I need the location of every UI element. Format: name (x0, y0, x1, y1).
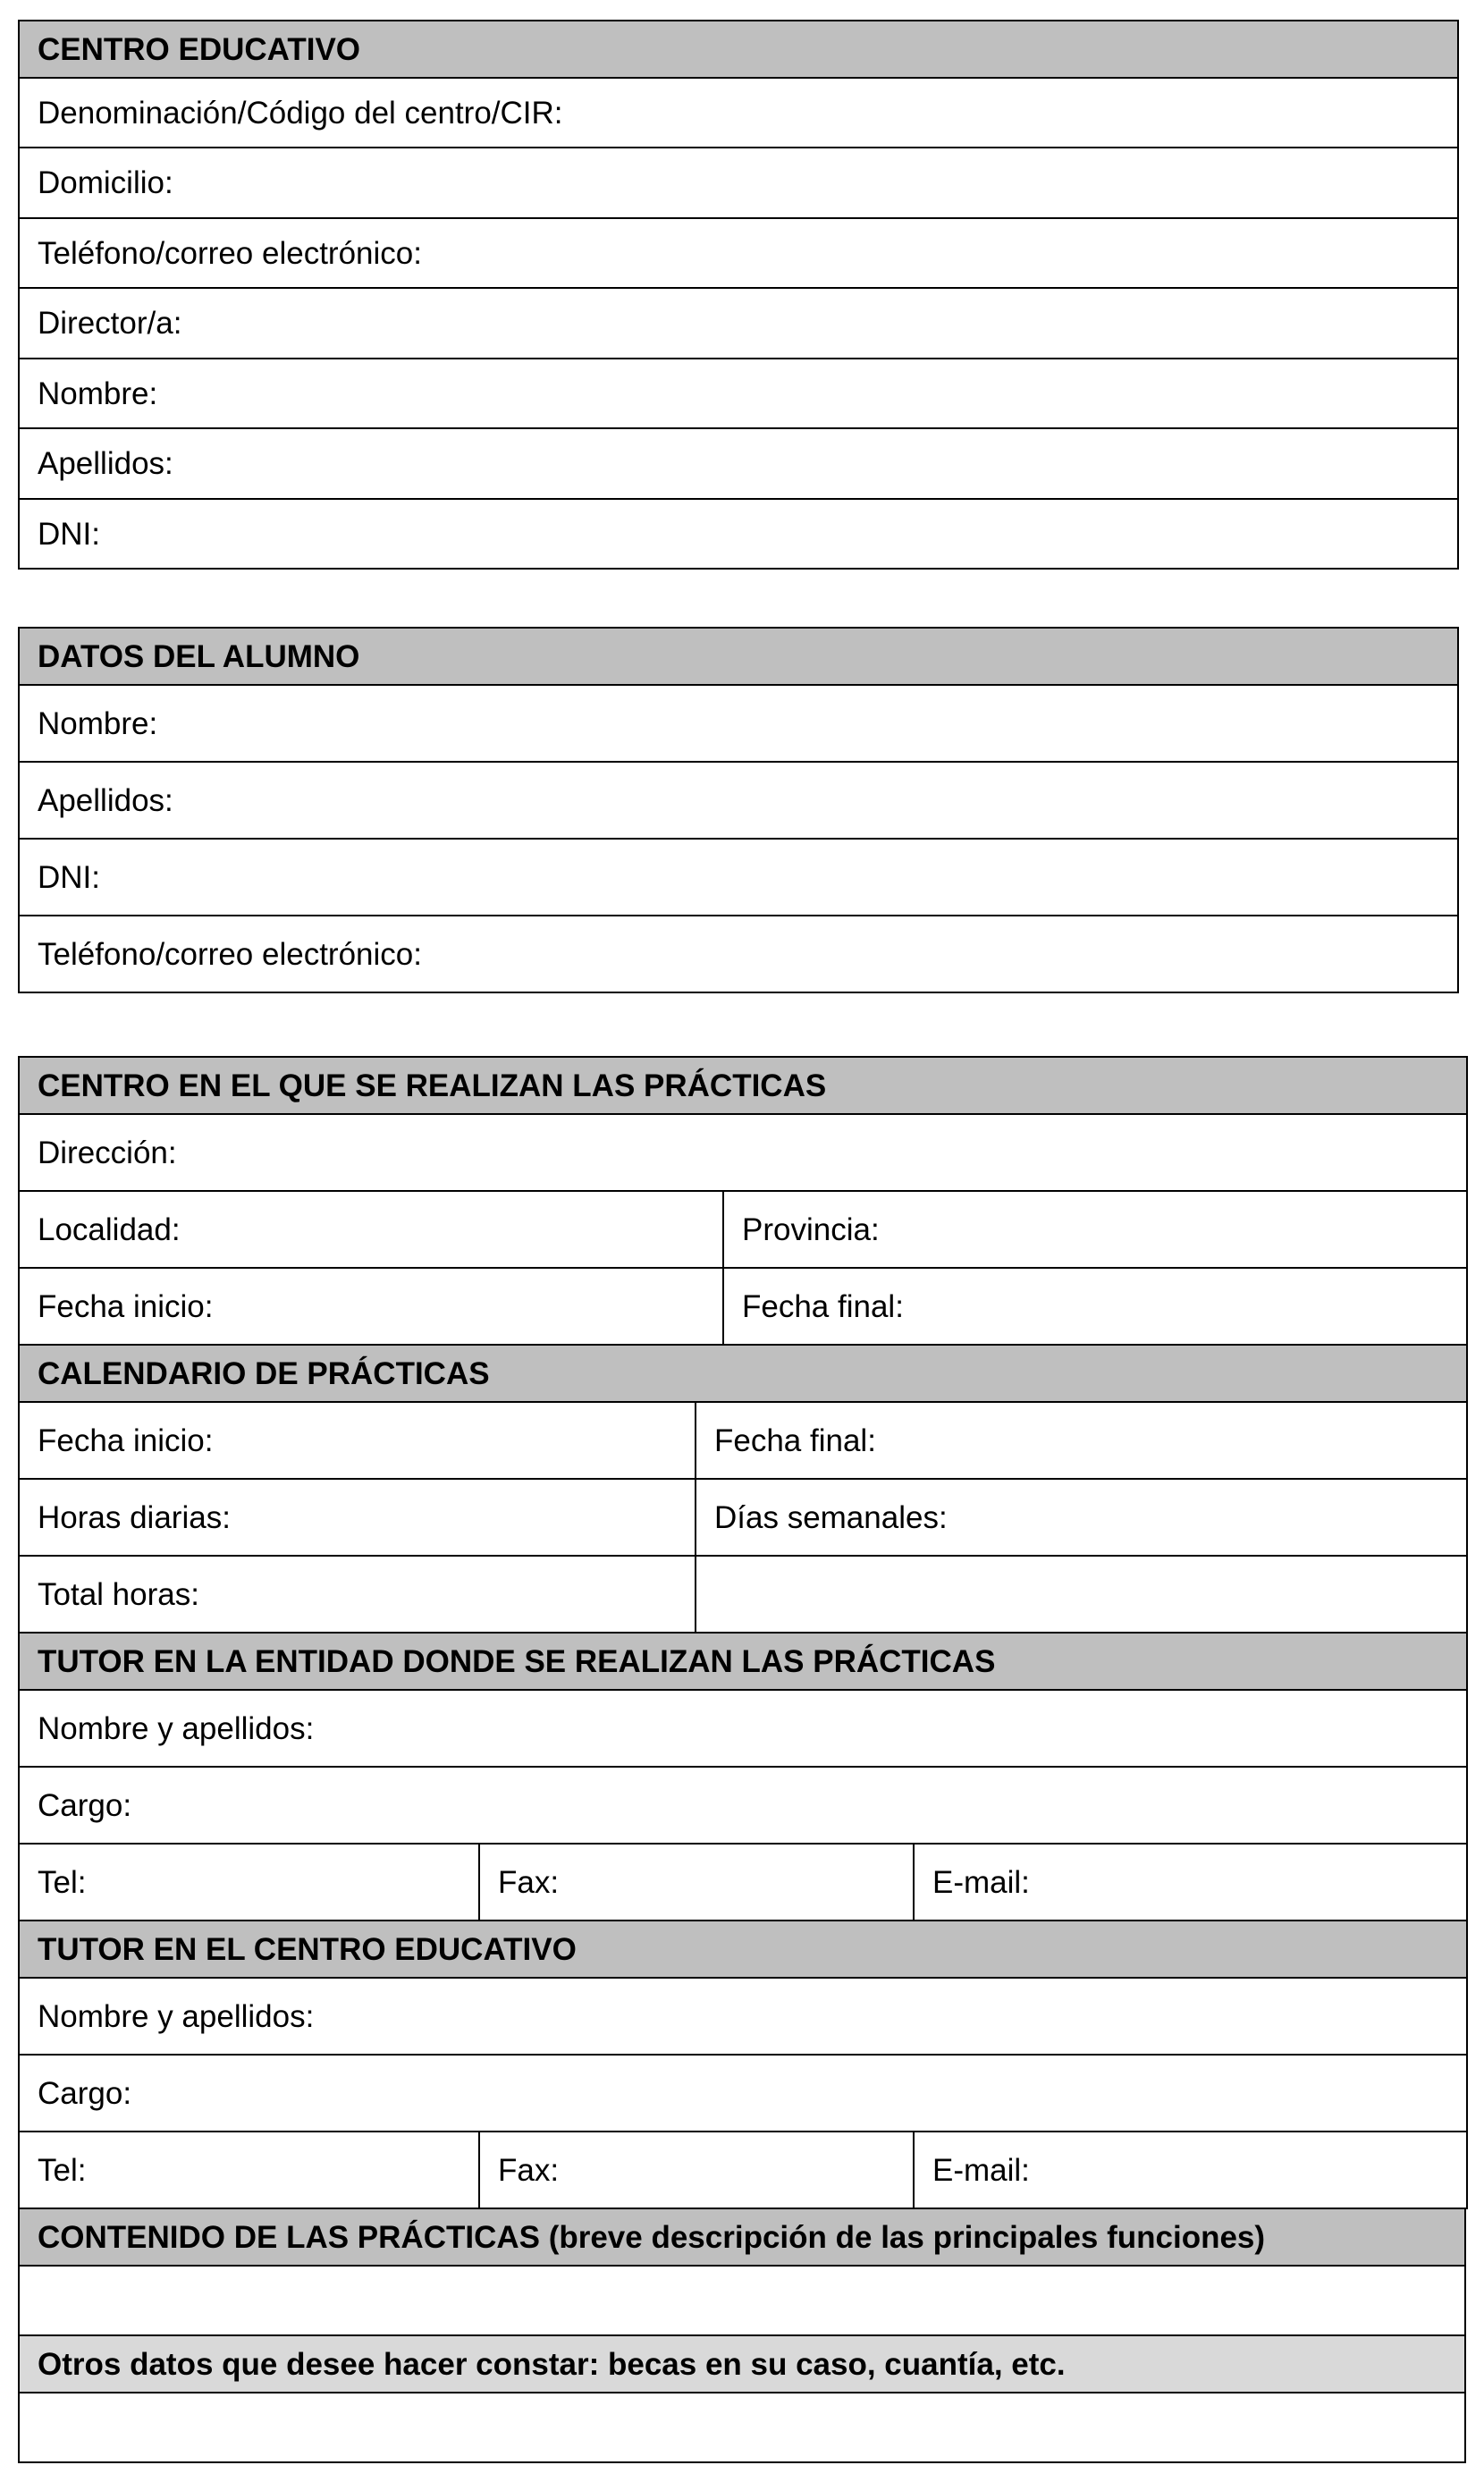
tutor-entidad-table (18, 1632, 1468, 1921)
field-centro-fecha-final[interactable]: Fecha final: (723, 1268, 1467, 1345)
otros-table (18, 2334, 1466, 2463)
field-tutor-entidad-email[interactable]: E-mail: (914, 1844, 1467, 1921)
field-otros[interactable] (19, 2393, 1465, 2462)
field-alumno-telefono-correo[interactable]: Teléfono/correo electrónico: (19, 916, 1458, 992)
field-contenido[interactable] (19, 2266, 1465, 2335)
field-calendario-fecha-final[interactable]: Fecha final: (696, 1402, 1467, 1479)
field-tutor-entidad-tel[interactable]: Tel: (19, 1844, 479, 1921)
field-tutor-entidad-fax[interactable]: Fax: (479, 1844, 914, 1921)
field-total-horas[interactable]: Total horas: (19, 1556, 696, 1633)
field-calendario-fecha-inicio[interactable]: Fecha inicio: (19, 1402, 696, 1479)
field-director-nombre[interactable]: Nombre: (19, 359, 1458, 428)
field-director-apellidos[interactable]: Apellidos: (19, 428, 1458, 499)
field-director-dni[interactable]: DNI: (19, 499, 1458, 569)
tutor-centro-table (18, 1920, 1468, 2209)
field-localidad[interactable]: Localidad: (19, 1191, 723, 1268)
field-tutor-centro-email[interactable]: E-mail: (914, 2132, 1467, 2208)
section-title-centro-educativo: CENTRO EDUCATIVO (19, 21, 1458, 78)
field-tutor-centro-cargo[interactable]: Cargo: (19, 2055, 1467, 2132)
field-tutor-centro-tel[interactable]: Tel: (19, 2132, 479, 2208)
section-title-centro-practicas: CENTRO EN EL QUE SE REALIZAN LAS PRÁCTICAS (19, 1057, 1467, 1114)
section-title-tutor-entidad: TUTOR EN LA ENTIDAD DONDE SE REALIZAN LAS PRÁCTICAS (19, 1633, 1467, 1690)
calendario-table (18, 1344, 1468, 1634)
contenido-table (18, 2208, 1466, 2336)
field-alumno-dni[interactable]: DNI: (19, 839, 1458, 916)
section-title-otros: Otros datos que desee hacer constar: becas en su caso, cuantía, etc. (19, 2335, 1465, 2393)
field-alumno-apellidos[interactable]: Apellidos: (19, 762, 1458, 839)
field-denominacion[interactable]: Denominación/Código del centro/CIR: (19, 78, 1458, 148)
field-total-horas-empty[interactable] (696, 1556, 1467, 1633)
field-alumno-nombre[interactable]: Nombre: (19, 685, 1458, 762)
field-tutor-centro-nombre[interactable]: Nombre y apellidos: (19, 1978, 1467, 2055)
section-title-contenido: CONTENIDO DE LAS PRÁCTICAS (breve descripción de las principales funciones) (19, 2208, 1465, 2266)
field-telefono-correo[interactable]: Teléfono/correo electrónico: (19, 218, 1458, 288)
field-tutor-entidad-nombre[interactable]: Nombre y apellidos: (19, 1690, 1467, 1767)
field-dias-semanales[interactable]: Días semanales: (696, 1479, 1467, 1556)
centro-educativo-table (18, 20, 1459, 570)
field-tutor-centro-fax[interactable]: Fax: (479, 2132, 914, 2208)
field-provincia[interactable]: Provincia: (723, 1191, 1467, 1268)
section-title-calendario: CALENDARIO DE PRÁCTICAS (19, 1345, 1467, 1402)
field-centro-fecha-inicio[interactable]: Fecha inicio: (19, 1268, 723, 1345)
field-director[interactable]: Director/a: (19, 288, 1458, 359)
field-horas-diarias[interactable]: Horas diarias: (19, 1479, 696, 1556)
datos-alumno-table (18, 627, 1459, 993)
field-direccion[interactable]: Dirección: (19, 1114, 1467, 1191)
section-title-tutor-centro: TUTOR EN EL CENTRO EDUCATIVO (19, 1921, 1467, 1978)
field-domicilio[interactable]: Domicilio: (19, 148, 1458, 218)
field-tutor-entidad-cargo[interactable]: Cargo: (19, 1767, 1467, 1844)
section-title-datos-alumno: DATOS DEL ALUMNO (19, 628, 1458, 685)
centro-practicas-table (18, 1056, 1468, 1346)
